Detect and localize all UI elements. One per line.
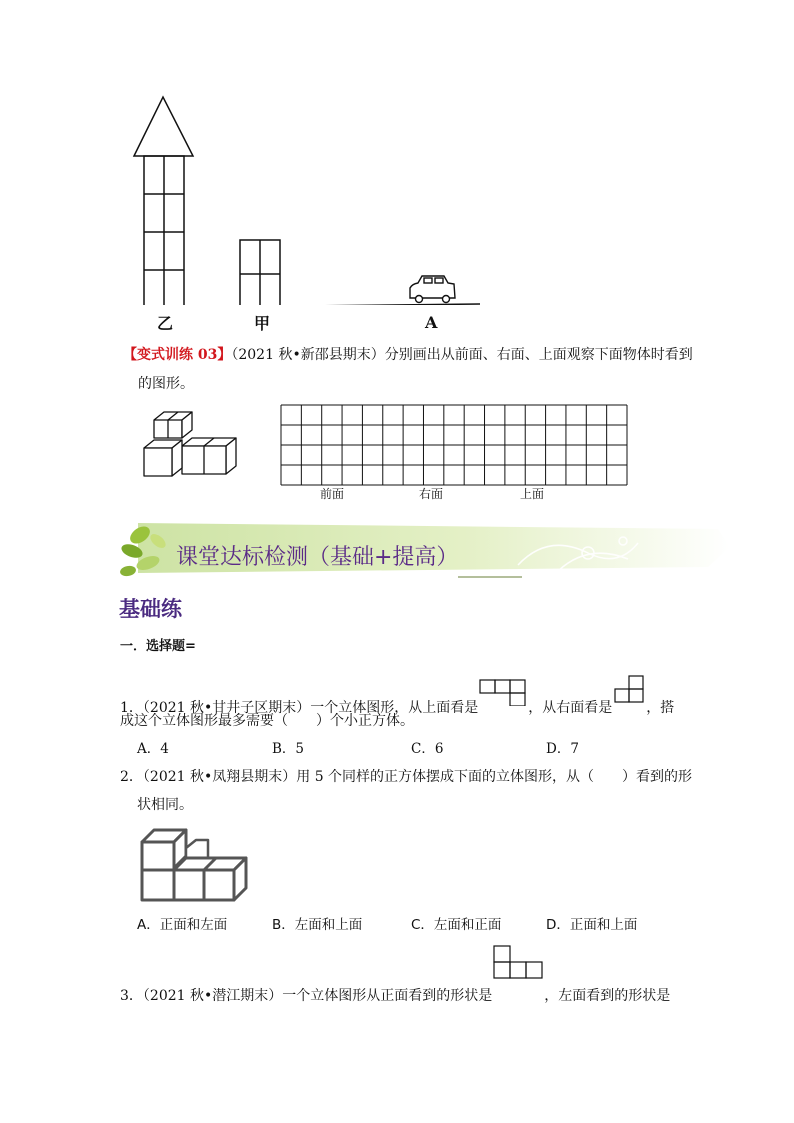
label-a: A — [425, 313, 438, 332]
q1-right-view-shape — [612, 686, 646, 706]
q2-cube-figure — [136, 826, 252, 906]
q1-text-c: ，搭 — [646, 700, 675, 716]
q1-option-b: B．5 — [272, 741, 305, 757]
section-banner — [118, 513, 730, 583]
q1-option-c: C．6 — [411, 741, 444, 757]
q2-line1: 2．（2021 秋•凤翔县期末）用 5 个同样的正方体摆成下面的立体图形，从（ ）看到的形 — [120, 769, 693, 785]
q1-line2: 成这个立体图形最多需要（ ）个小正方体。 — [120, 713, 414, 729]
q1-option-a: A．4 — [137, 741, 169, 757]
q2-option-b: B．左面和上面 — [272, 917, 363, 933]
section-heading: 基础练 — [119, 597, 182, 621]
q2-option-a: A．正面和左面 — [137, 917, 228, 933]
q1-text-a: 1．（2021 秋•甘井子区期末）一个立体图形，从上面看是 — [120, 700, 479, 716]
label-yi: 乙 — [157, 314, 174, 333]
exercise-text: （2021 秋•新邵县期末）分别画出从前面、右面、上面观察下面物体时看到 — [231, 347, 693, 363]
q3-front-view-shape — [492, 964, 544, 984]
exercise-line2: 的图形。 — [138, 376, 194, 392]
grid-label-right: 右面 — [419, 487, 444, 501]
q3-text-b: ，左面看到的形状是 — [544, 988, 671, 1004]
car-icon — [410, 276, 455, 303]
tower-scene-figure — [110, 90, 490, 305]
q1-option-d: D．7 — [546, 741, 579, 757]
q1-top-view-shape — [478, 688, 528, 708]
cube-stack-figure — [138, 408, 240, 480]
banner-title: 课堂达标检测（基础+提高） — [176, 545, 459, 570]
exercise-line1 — [123, 345, 693, 365]
grid-label-top: 上面 — [520, 487, 545, 501]
label-jia: 甲 — [254, 314, 271, 333]
q2-option-d: D．正面和上面 — [546, 917, 638, 933]
exercise-tag: 【变式训练 03】 — [123, 347, 232, 363]
subsection-title: 一．选择题= — [120, 639, 196, 654]
q2-line2: 状相同。 — [137, 797, 193, 813]
q2-option-c: C．左面和正面 — [411, 917, 502, 933]
grid-label-front: 前面 — [320, 487, 345, 501]
q3-line1 — [120, 964, 670, 1006]
q3-text-a: 3．（2021 秋•潜江期末）一个立体图形从正面看到的形状是 — [120, 988, 493, 1004]
q1-text-b: ，从右面看是 — [528, 700, 613, 716]
answer-grid — [280, 404, 630, 486]
